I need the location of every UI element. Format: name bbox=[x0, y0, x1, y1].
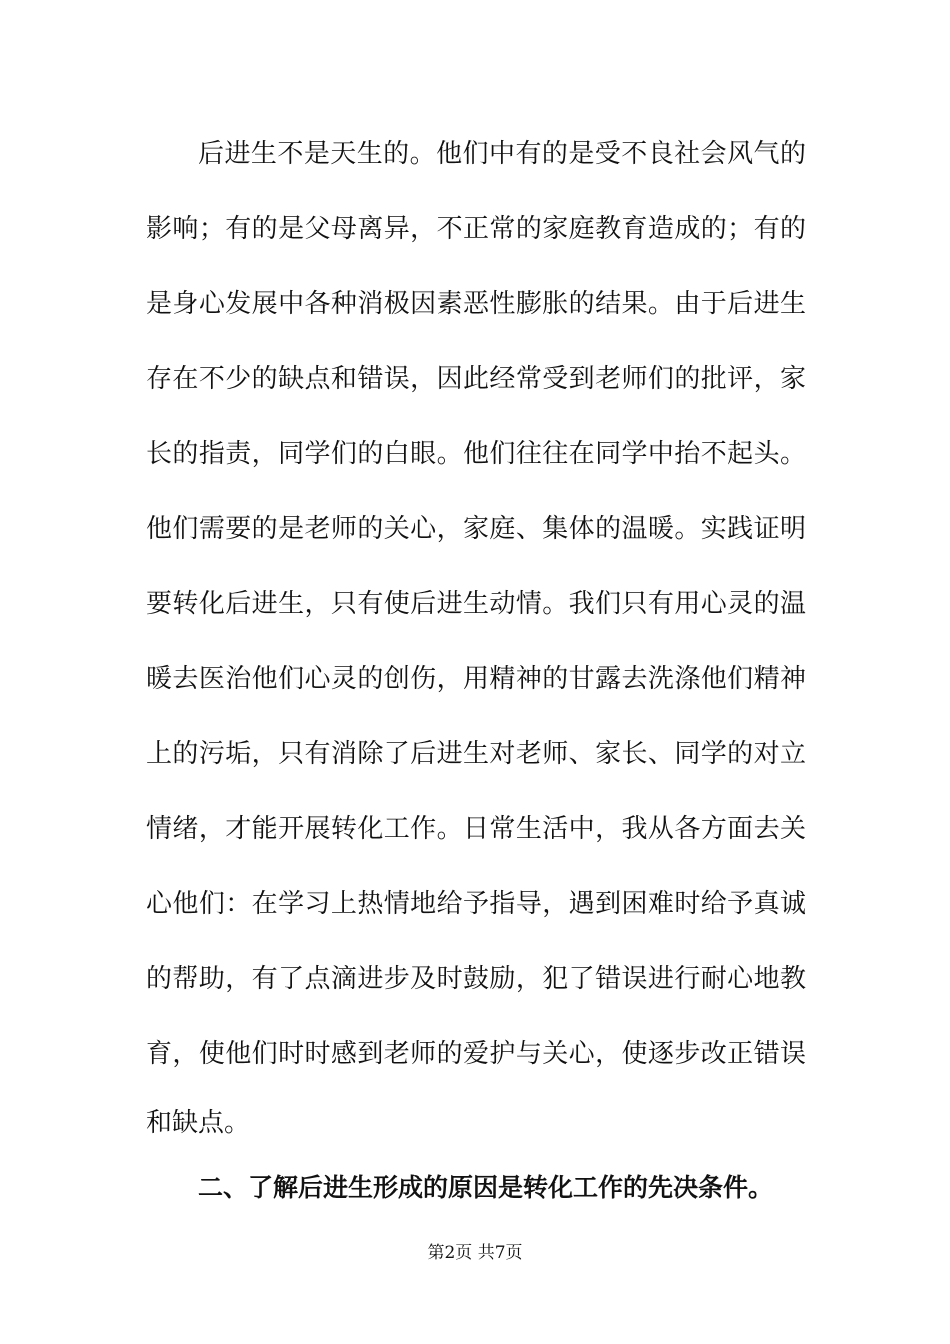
paragraph-line: 情绪，才能开展转化工作。日常生活中，我从各方面去关 bbox=[146, 814, 806, 844]
paragraph-line: 是身心发展中各种消极因素恶性膨胀的结果。由于后进生 bbox=[146, 289, 806, 319]
paragraph-line: 存在不少的缺点和错误，因此经常受到老师们的批评，家 bbox=[146, 364, 806, 394]
paragraph-line: 影响；有的是父母离异，不正常的家庭教育造成的；有的 bbox=[146, 214, 806, 244]
paragraph-line: 后进生不是天生的。他们中有的是受不良社会风气的 bbox=[198, 139, 806, 169]
paragraph-line: 育，使他们时时感到老师的爱护与关心，使逐步改正错误 bbox=[146, 1039, 806, 1069]
paragraph-line: 上的污垢，只有消除了后进生对老师、家长、同学的对立 bbox=[146, 739, 806, 769]
paragraph-line: 心他们：在学习上热情地给予指导，遇到困难时给予真诚 bbox=[146, 889, 806, 919]
page-footer: 第2页 共7页 bbox=[427, 1243, 523, 1263]
paragraph-line: 的帮助，有了点滴进步及时鼓励，犯了错误进行耐心地教 bbox=[146, 964, 806, 994]
paragraph-line: 他们需要的是老师的关心，家庭、集体的温暖。实践证明 bbox=[146, 514, 806, 544]
paragraph-line: 长的指责，同学们的白眼。他们往往在同学中抬不起头。 bbox=[146, 439, 806, 469]
section-heading: 二、了解后进生形成的原因是转化工作的先决条件。 bbox=[198, 1173, 774, 1202]
paragraph-line: 要转化后进生，只有使后进生动情。我们只有用心灵的温 bbox=[146, 589, 806, 619]
paragraph-line: 暖去医治他们心灵的创伤，用精神的甘露去洗涤他们精神 bbox=[146, 664, 806, 694]
paragraph-line: 和缺点。 bbox=[146, 1108, 251, 1138]
